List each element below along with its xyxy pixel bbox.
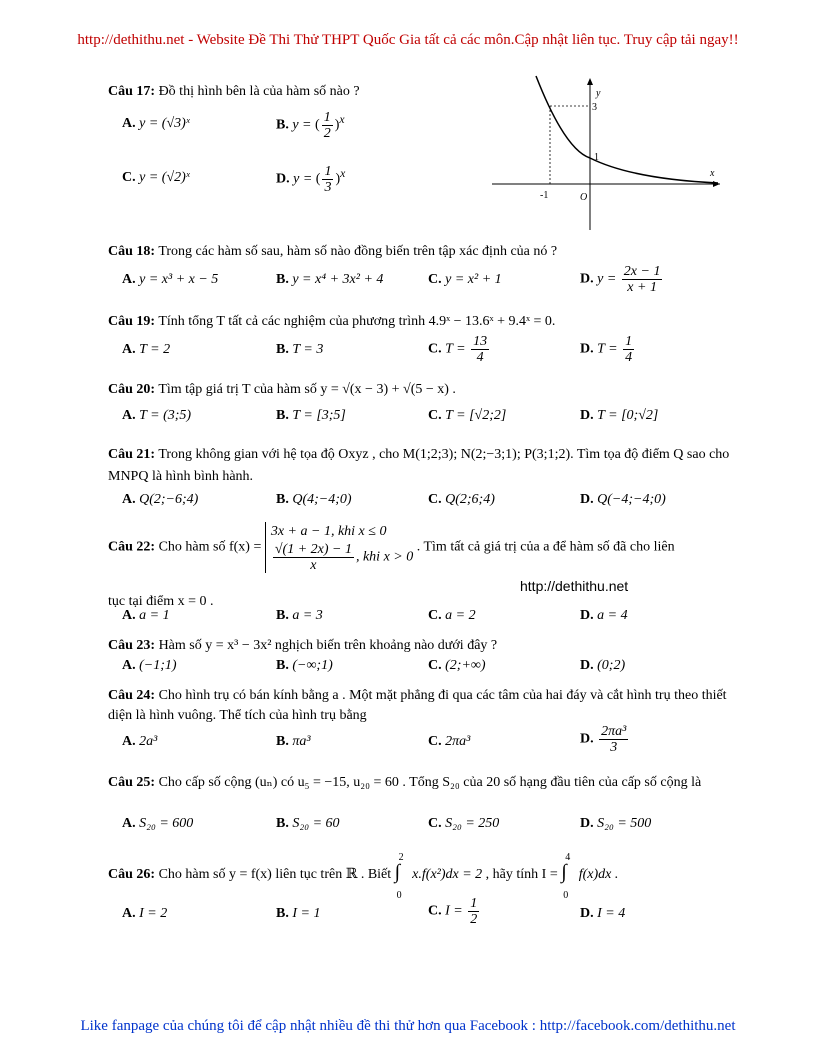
- math-text: 2x − 1: [623, 264, 661, 279]
- math-text: 1: [324, 164, 332, 179]
- math-text: 2: [470, 912, 478, 927]
- option-a: A. y = (√3)ˣ: [122, 116, 190, 131]
- fraction: [623, 334, 634, 365]
- option-c: C. I = $\frac{1}{2}$: [428, 896, 478, 927]
- question-23-options: [122, 658, 742, 682]
- option-a: A. (−1;1): [122, 658, 177, 673]
- math-text: 3: [610, 740, 618, 755]
- tick-y3: 3: [592, 102, 597, 113]
- question-25-options: [122, 816, 742, 840]
- question-24-options: [122, 724, 742, 758]
- question-20-options: [122, 408, 742, 432]
- option-c: C. Q(2;6;4): [428, 492, 495, 507]
- piecewise-brace: 3x + a − 1, khi x ≤ 0 $\frac{√(1 + 2x) - 1}{x}$ , khi x > 0: [265, 522, 413, 573]
- math-text: 4: [476, 350, 484, 365]
- option-a: A. Q(2;−6;4): [122, 492, 199, 507]
- page-footer: Like fanpage của chúng tôi để cập nhật nhiều đề thi thử hơn qua Facebook : http://facebook.com/dethithu.net: [80, 1018, 736, 1034]
- fraction: [599, 724, 628, 755]
- math-text: 1: [323, 110, 331, 125]
- option-c: C. T = [√2;2]: [428, 408, 507, 423]
- option-c: C. y = x² + 1: [428, 272, 502, 287]
- tick-y1: 1: [594, 152, 599, 163]
- option-a: A. a = 1: [122, 608, 170, 623]
- option-c: C. 2πa³: [428, 734, 471, 749]
- option-b: B. a = 3: [276, 608, 323, 623]
- question-21-text: Câu 21: Trong không gian với hệ tọa độ Oxyz , cho M(1;2;3); N(2;−3;1); P(3;1;2). Tìm tọa độ điểm Q sao cho MNPQ là hình bình hành.: [108, 447, 730, 484]
- option-b: B. y = ( $\frac{1}{2}$ )$^x$: [276, 110, 345, 141]
- option-b: B. S₂₀ = 60: [276, 816, 340, 831]
- x-axis-arrow: [713, 181, 720, 187]
- option-b: B. Q(4;−4;0): [276, 492, 352, 507]
- tick-xm1: -1: [540, 190, 549, 201]
- question-25-text: Câu 25: Cho cấp số cộng (uₙ) có u₅ = −15, u₂₀ = 60 . Tổng S₂₀ của 20 số hạng đầu tiên của cấp số cộng là: [108, 775, 702, 790]
- origin-label: O: [580, 192, 588, 203]
- question-22-options: [122, 608, 742, 632]
- option-a: A. y = x³ + x − 5: [122, 272, 219, 287]
- math-text: x + 1: [627, 280, 657, 295]
- exponential-graph: [484, 74, 724, 234]
- question-18-text: Câu 18: Trong các hàm số sau, hàm số nào đồng biến trên tập xác định của nó ?: [108, 244, 558, 259]
- fraction: [468, 896, 479, 927]
- question-23-text: Câu 23: Hàm số y = x³ − 3x² nghịch biến trên khoảng nào dưới đây ?: [108, 638, 498, 653]
- math-text: 1: [470, 896, 478, 911]
- option-a: A. T = 2: [122, 342, 171, 357]
- math-text: 2πa³: [601, 724, 627, 739]
- option-c: C. S₂₀ = 250: [428, 816, 500, 831]
- fraction: [273, 542, 354, 573]
- option-b: B. (−∞;1): [276, 658, 333, 673]
- option-a: A. S₂₀ = 600: [122, 816, 194, 831]
- question-21-options: [122, 492, 742, 516]
- option-d: D. S₂₀ = 500: [580, 816, 652, 831]
- y-axis-arrow: [587, 78, 593, 85]
- function-curve: [536, 76, 718, 183]
- question-18-options: [122, 264, 742, 295]
- math-text: 2: [323, 126, 331, 141]
- option-d: D. T = [0;√2]: [580, 408, 659, 423]
- option-d: D. a = 4: [580, 608, 628, 623]
- math-text: 4: [625, 350, 633, 365]
- option-d: D. $\frac{\text{2πa³}}{3}$: [580, 724, 627, 755]
- question-19-options: [122, 334, 742, 366]
- question-24-text: Câu 24: Cho hình trụ có bán kính bằng a . Một mặt phẳng đi qua các tâm của hai đáy và cắt hình trụ theo thiết diện là hình vuông. Thể tích của hình trụ bằng: [108, 688, 727, 723]
- y-axis-label: y: [596, 88, 601, 99]
- option-a: A. I = 2: [122, 906, 168, 921]
- x-axis-label: x: [710, 168, 715, 179]
- watermark-url: http://dethithu.net: [520, 578, 629, 594]
- option-b: B. T = 3: [276, 342, 324, 357]
- question-22-text-end: tục tại điểm x = 0 .: [108, 594, 214, 609]
- option-c: C. T = $\frac{13}{4}$: [428, 334, 488, 365]
- question-19-text: Câu 19: Tính tổng T tất cả các nghiệm của phương trình 4.9ˣ − 13.6ˣ + 9.4ˣ = 0.: [108, 314, 556, 329]
- math-text: 3: [324, 180, 332, 195]
- option-c: C. (2;+∞): [428, 658, 486, 673]
- fraction: [471, 334, 489, 365]
- option-a: A. 2a³: [122, 734, 158, 749]
- question-22-text: Câu 22: Cho hàm số f(x) = 3x + a − 1, khi x ≤ 0 $\frac{√(1 + 2x) - 1}{x}$ , khi x > 0 . Tìm tất cả giá trị của a để hàm số đã cho liên: [108, 524, 675, 573]
- integral-2: 4 ∫ 0: [561, 852, 571, 901]
- page-header: http://dethithu.net - Website Đề Thi Thử THPT Quốc Gia tất cả các môn.Cập nhật liên tục. Truy cập tải ngay!!: [77, 32, 739, 48]
- question-26-options: [122, 896, 742, 930]
- question-20-text: Câu 20: Tìm tập giá trị T của hàm số y = √(x − 3) + √(5 − x) .: [108, 382, 456, 397]
- option-c: C. a = 2: [428, 608, 476, 623]
- option-d: D. I = 4: [580, 906, 626, 921]
- option-d: D. Q(−4;−4;0): [580, 492, 666, 507]
- option-b: B. y = x⁴ + 3x² + 4: [276, 272, 384, 287]
- fraction: [322, 164, 333, 195]
- option-b: B. I = 1: [276, 906, 321, 921]
- option-b: B. πa³: [276, 734, 311, 749]
- math-text: 13: [473, 334, 488, 349]
- option-c: C. y = (√2)ˣ: [122, 170, 190, 185]
- option-d: D. y = ( $\frac{1}{3}$ )$^x$: [276, 164, 346, 195]
- math-text: x: [310, 558, 317, 573]
- option-d: D. (0;2): [580, 658, 626, 673]
- fraction: [322, 110, 333, 141]
- math-text: 1: [625, 334, 633, 349]
- math-text: √(1 + 2x) − 1: [274, 542, 352, 557]
- fraction: [622, 264, 663, 295]
- question-26-text: Câu 26: Cho hàm số y = f(x) liên tục trên ℝ . Biết 2 ∫ 0 x.f(x²)dx = 2 , hãy tính I = 4 ∫ 0 f(x)dx .: [108, 852, 619, 901]
- question-17-text: Câu 17: Đồ thị hình bên là của hàm số nào ?: [108, 84, 360, 99]
- option-a: A. T = (3;5): [122, 408, 192, 423]
- option-d: D. T = $\frac{1}{4}$: [580, 334, 633, 365]
- integral-1: 2 ∫ 0: [394, 852, 404, 901]
- option-d: D. y = $\frac{2x - 1}{x + 1}$: [580, 264, 661, 295]
- option-b: B. T = [3;5]: [276, 408, 346, 423]
